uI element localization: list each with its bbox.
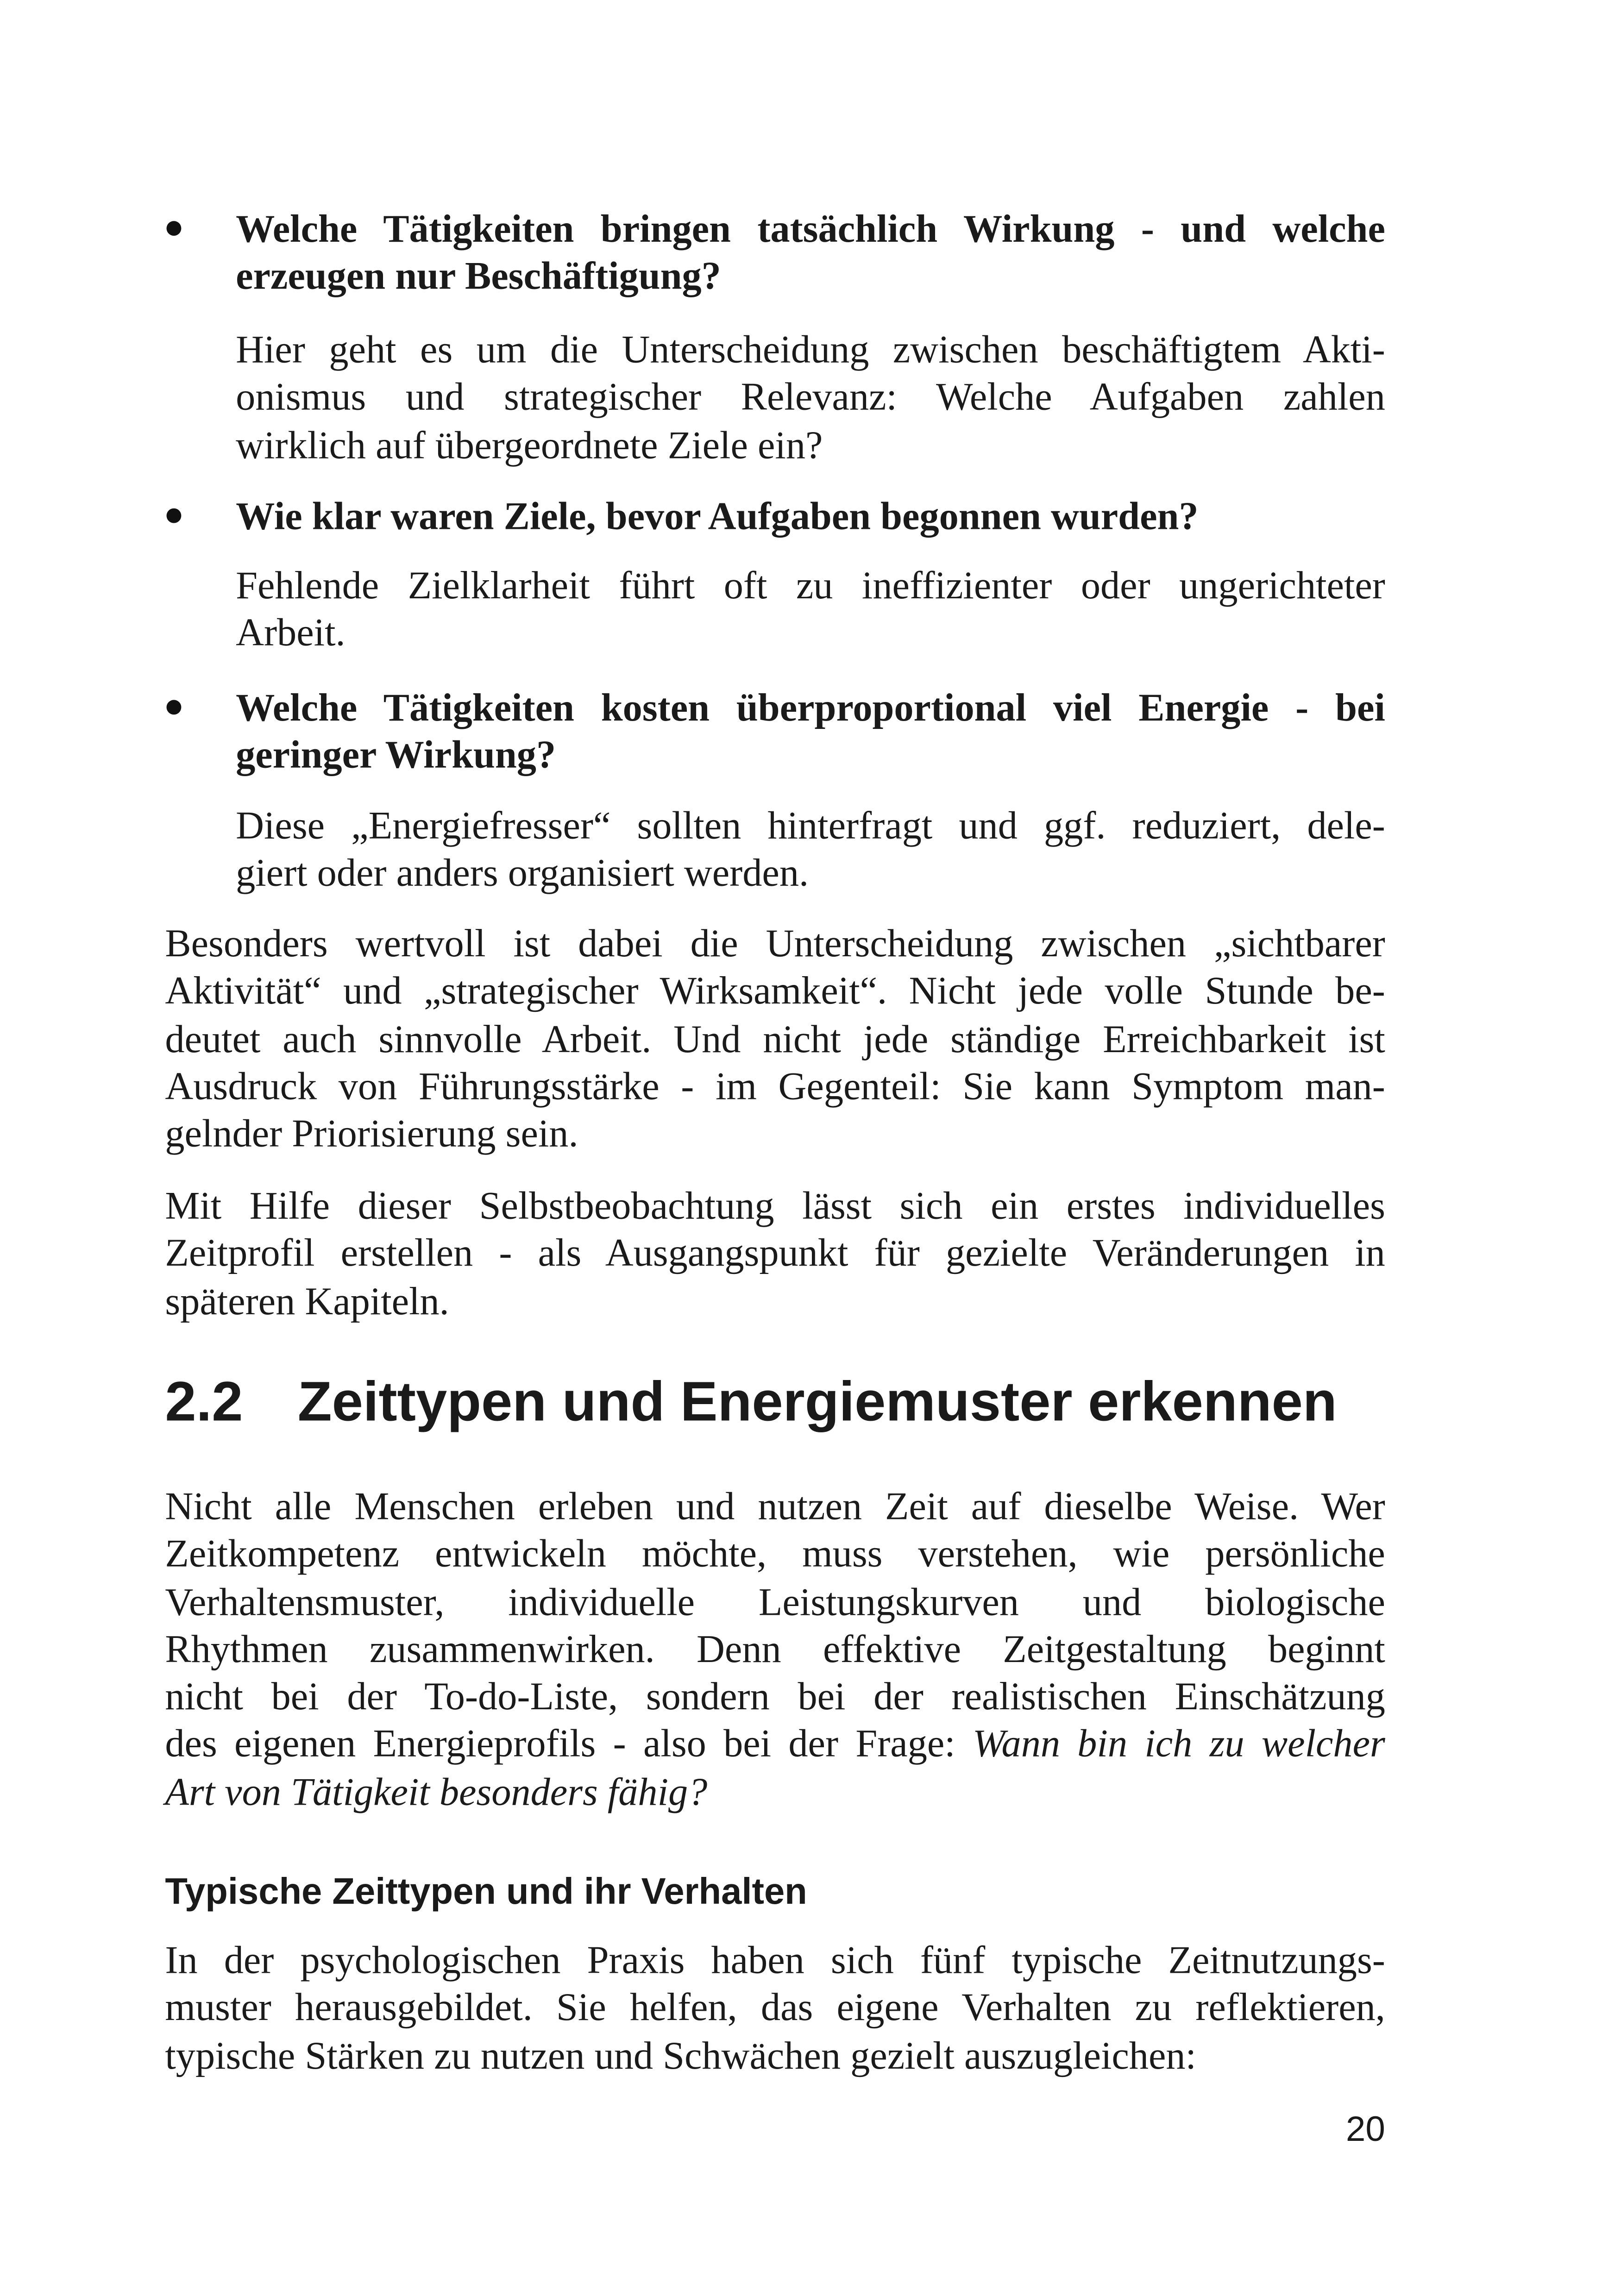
- bullet-icon: [167, 221, 182, 236]
- text-line: giert oder anders organisiert werden.: [236, 850, 809, 895]
- bullet-question-3: [236, 684, 1385, 779]
- text-line: Mit Hilfe dieser Selbstbeobachtung lässt sich ein erstes individuelles: [165, 1183, 1385, 1228]
- italic-question: Wann bin ich zu welcher: [973, 1721, 1385, 1766]
- section-title: Zeittypen und Energiemuster erkennen: [297, 1372, 1337, 1434]
- text-line: [165, 1768, 1385, 1815]
- text-line: des eigenen Energieprofils - also bei der Frage: Wann bin ich zu welcher: [165, 1721, 1385, 1766]
- text-line: Rhythmen zusammenwirken. Denn effektive Zeitgestaltung beginnt: [165, 1626, 1385, 1671]
- text-line: Zeitprofil erstellen - als Ausgangspunkt für gezielte Veränderungen in: [165, 1230, 1385, 1275]
- subheading: Typische Zeittypen und ihr Verhalten: [165, 1871, 807, 1913]
- section-heading: [165, 1366, 1337, 1440]
- text-line: Besonders wertvoll ist dabei die Unterscheidung zwischen „sichtbarer: [165, 921, 1385, 966]
- text-line: Aktivität“ und „strategischer Wirksamkeit“. Nicht jede volle Stunde be-: [165, 968, 1385, 1013]
- text-line: späteren Kapiteln.: [165, 1278, 449, 1323]
- paragraph: [165, 919, 1385, 1157]
- text-line: Arbeit.: [236, 610, 346, 655]
- text-line: Welche Tätigkeiten kosten überproportional viel Energie - bei: [236, 685, 1385, 729]
- text-line: Fehlende Zielklarheit führt oft zu ineffizienter oder ungerichteter: [236, 563, 1385, 607]
- text-line: gelnder Priorisierung sein.: [165, 1111, 578, 1156]
- text-line: Diese „Energiefresser“ sollten hinterfragt und ggf. reduziert, dele-: [236, 803, 1385, 847]
- paragraph: [165, 1182, 1385, 1324]
- bullet-question-2: [236, 492, 1385, 540]
- text-line: In der psychologischen Praxis haben sich fünf typische Zeitnutzungs-: [165, 1938, 1385, 1982]
- bullet-icon: [167, 508, 182, 523]
- section-number: 2.2: [165, 1372, 243, 1434]
- text-line: typische Stärken zu nutzen und Schwächen gezielt auszugleichen:: [165, 2033, 1196, 2077]
- text-line: Ausdruck von Führungsstärke - im Gegenteil: Sie kann Symptom man-: [165, 1063, 1385, 1108]
- text-line: Verhaltensmuster, individuelle Leistungskurven und biologische: [165, 1579, 1385, 1624]
- bullet-icon: [167, 700, 182, 715]
- text-line: nicht bei der To-do-Liste, sondern bei der realistischen Einschätzung: [165, 1674, 1385, 1719]
- paragraph: [165, 1936, 1385, 2079]
- page-number: 20: [1345, 2110, 1385, 2150]
- bullet-explanation-1: [236, 326, 1385, 468]
- text-line: muster herausgebildet. Sie helfen, das eigene Verhalten zu reflektieren,: [165, 1985, 1385, 2030]
- text-line: onismus und strategischer Relevanz: Welche Aufgaben zahlen: [236, 375, 1385, 419]
- text-line: geringer Wirkung?: [236, 733, 556, 777]
- text-line: Nicht alle Menschen erleben und nutzen Zeit auf dieselbe Weise. Wer: [165, 1484, 1385, 1528]
- text-line: wirklich auf übergeordnete Ziele ein?: [236, 422, 823, 467]
- bullet-question-1: [236, 205, 1385, 300]
- bullet-explanation-3: [236, 802, 1385, 897]
- text-line: deutet auch sinnvolle Arbeit. Und nicht jede ständige Erreichbarkeit ist: [165, 1016, 1385, 1060]
- italic-question: Art von Tätigkeit besonders fähig?: [165, 1769, 708, 1814]
- paragraph: [165, 1482, 1385, 1815]
- text-line: Wie klar waren Ziele, bevor Aufgaben begonnen wurden?: [236, 493, 1199, 538]
- text-line: Welche Tätigkeiten bringen tatsächlich Wirkung - und welche: [236, 206, 1385, 251]
- text-line: Zeitkompetenz entwickeln möchte, muss verstehen, wie persönliche: [165, 1531, 1385, 1576]
- text-line: Hier geht es um die Unterscheidung zwischen beschäftigtem Akti-: [236, 327, 1385, 371]
- text-line: erzeugen nur Beschäftigung?: [236, 254, 721, 298]
- bullet-explanation-2: [236, 561, 1385, 657]
